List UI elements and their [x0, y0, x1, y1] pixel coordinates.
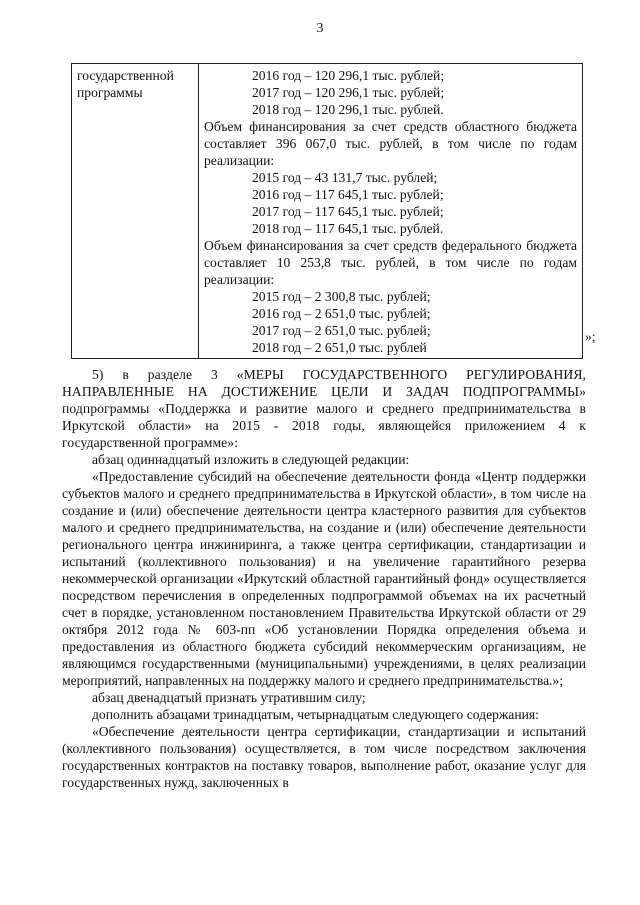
federal-year-line: 2018 год – 2 651,0 тыс. рублей [252, 340, 427, 355]
program-label-line: программы [77, 85, 143, 100]
body-paragraph: «Обеспечение деятельности центра сертификации, стандартизации и испытаний (коллективного пользования) осуществляется, в том числе посредством заключения государственных контрактов на поставку товаров, выполнение работ, оказание услуг для государственных нужд, заключенных в [62, 724, 586, 790]
federal-year-line: 2015 год – 2 300,8 тыс. рублей; [252, 289, 431, 304]
financing-cell [199, 64, 583, 359]
body-paragraph: 5) в разделе 3 «МЕРЫ ГОСУДАРСТВЕННОГО РЕГУЛИРОВАНИЯ, НАПРАВЛЕННЫЕ НА ДОСТИЖЕНИЕ ЦЕЛИ И ЗАДАЧ ПОДПРОГРАММЫ» подпрограммы «Поддержка и развитие малого и среднего предпринимательства в Иркутской области» на 2015 - 2018 годы, являющейся приложением 4 к государственной программе»: [62, 367, 586, 450]
oblast-year-line: 2015 год – 43 131,7 тыс. рублей; [252, 170, 438, 185]
federal-year-line: 2016 год – 2 651,0 тыс. рублей; [252, 306, 431, 321]
program-label-cell [72, 64, 199, 359]
page-number: 3 [316, 21, 324, 36]
closing-quote-mark: »; [585, 329, 596, 344]
body-paragraph: абзац двенадцатый признать утратившим силу; [92, 690, 366, 705]
regional-year-line: 2018 год – 120 296,1 тыс. рублей. [252, 102, 444, 117]
oblast-year-line: 2018 год – 117 645,1 тыс. рублей. [252, 221, 444, 236]
financing-table [71, 63, 583, 359]
oblast-budget-intro: Объем финансирования за счет средств областного бюджета составляет 396 067,0 тыс. рублей, в том числе по годам реализации: [204, 119, 577, 168]
federal-budget-intro: Объем финансирования за счет средств федерального бюджета составляет 10 253,8 тыс. рублей, в том числе по годам реализации: [204, 238, 577, 287]
oblast-year-line: 2016 год – 117 645,1 тыс. рублей; [252, 187, 444, 202]
body-paragraph: дополнить абзацами тринадцатым, четырнадцатым следующего содержания: [92, 707, 539, 722]
regional-year-line: 2017 год – 120 296,1 тыс. рублей; [252, 85, 445, 100]
table-row [72, 64, 583, 359]
body-paragraph: «Предоставление субсидий на обеспечение деятельности фонда «Центр поддержки субъектов малого и среднего предпринимательства в Иркутской области», в том числе на создание и (или) обеспечение деятельности центра кластерного развития для субъектов малого и среднего предпринимательства, на создание и (или) обеспечение деятельности регионального центра инжиниринга, а также центра сертификации, стандартизации и испытаний (коллективного пользования) и на увеличение гарантийного резерва некоммерческой организации «Иркутский областной гарантийный фонд» осуществляется посредством перечисления в определенных подпрограммой объемах на их расчетный счет в порядке, установленном постановлением Правительства Иркутской области от 29 октября 2012 года № 603-пп «Об установлении Порядка определения объема и предоставления из областного бюджета субсидий некоммерческим организациям, не являющимся государственными (муниципальными) учреждениями, в целях реализации мероприятий, направленных на поддержку малого и среднего предпринимательства.»; [62, 469, 586, 688]
program-label-line: государственной [77, 68, 174, 83]
federal-year-line: 2017 год – 2 651,0 тыс. рублей; [252, 323, 431, 338]
oblast-year-line: 2017 год – 117 645,1 тыс. рублей; [252, 204, 444, 219]
regional-year-line: 2016 год – 120 296,1 тыс. рублей; [252, 68, 445, 83]
body-paragraph: абзац одиннадцатый изложить в следующей редакции: [92, 452, 410, 467]
body-text [62, 366, 586, 791]
